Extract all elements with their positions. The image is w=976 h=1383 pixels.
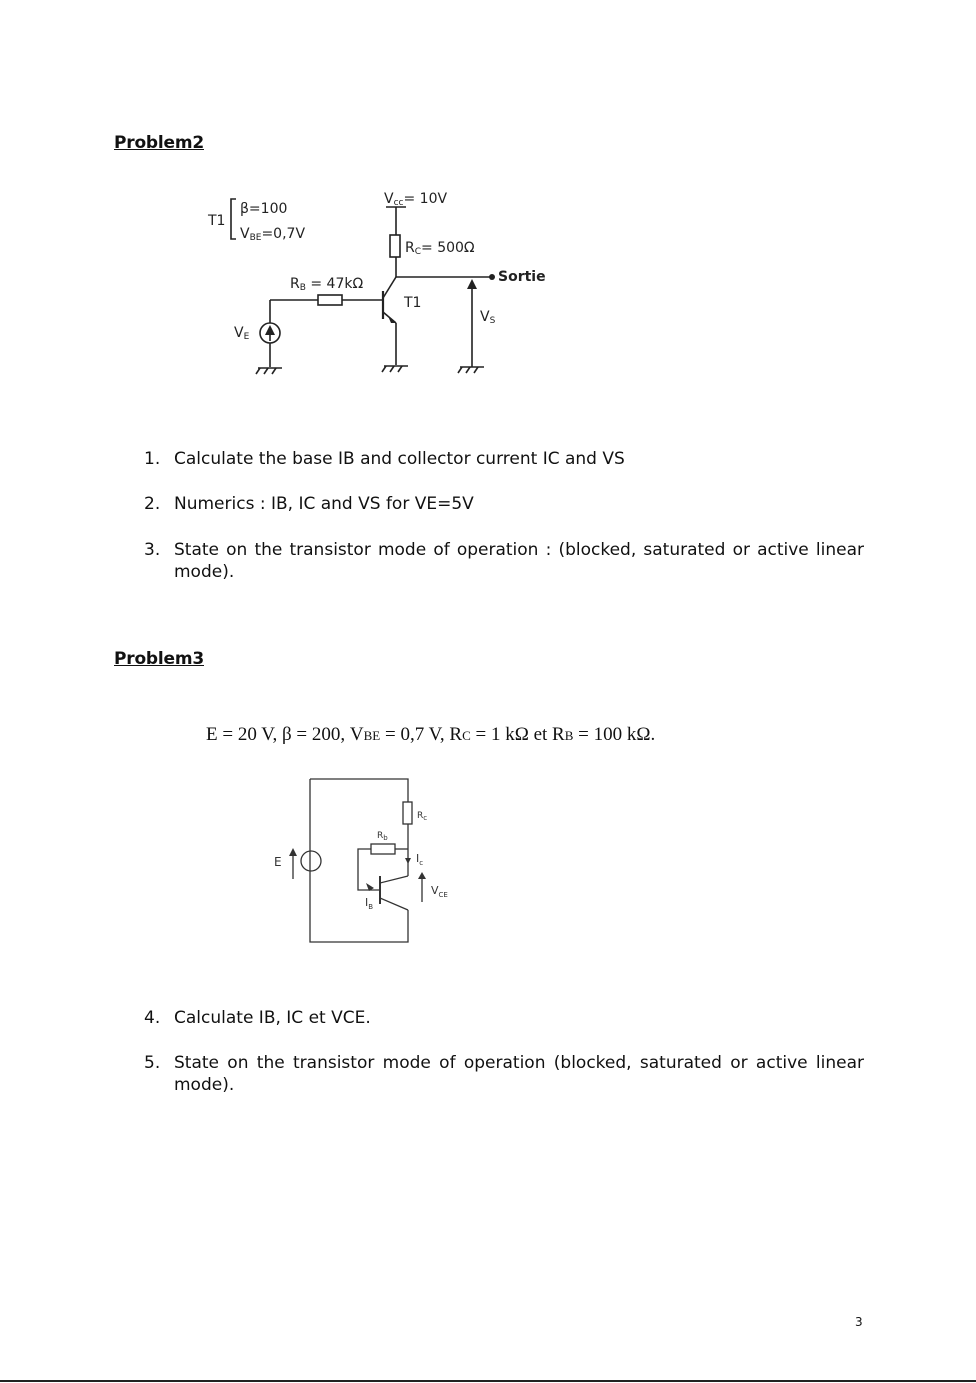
bottom-rule <box>0 1380 976 1382</box>
problem2-heading: Problem2 <box>114 133 204 153</box>
page-number: 3 <box>855 1315 863 1329</box>
t1-label: T1 <box>208 213 226 229</box>
rb-label-p3: $R_b$ <box>377 831 388 842</box>
vbe-label: VBE=0,7V <box>240 226 306 243</box>
vs-label: VS <box>480 309 496 326</box>
rc-label-p3: $R_c$ <box>417 811 428 822</box>
ic-label: $I_c$ <box>416 852 424 867</box>
vce-label: $V_{CE}$ <box>431 884 448 899</box>
question-5: 5. State on the transistor mode of operation (blocked, saturated or active linear mode). <box>144 1053 864 1095</box>
question-2: 2. Numerics : IB, IC and VS for VE=5V <box>144 494 474 514</box>
sortie-label: Sortie <box>498 269 546 285</box>
problem3-heading: Problem3 <box>114 649 204 669</box>
rc-label: RC= 500Ω <box>405 240 475 257</box>
e-label: E <box>274 855 282 869</box>
question-3: 3. State on the transistor mode of operation : (blocked, saturated or active linear mode). <box>144 540 864 582</box>
transistor-label: T1 <box>404 295 422 311</box>
problem3-givens: E = 20 V, β = 200, VBE = 0,7 V, RC = 1 kΩ et RB = 100 kΩ. <box>206 724 656 745</box>
problem2-circuit <box>200 185 560 400</box>
problem3-circuit <box>270 772 470 952</box>
ve-label: VE <box>234 325 250 342</box>
question-1: 1. Calculate the base IB and collector current IC and VS <box>144 449 625 469</box>
vcc-label: Vcc= 10V <box>384 191 448 208</box>
question-4: 4. Calculate IB, IC et VCE. <box>144 1008 371 1028</box>
rb-label: RB = 47kΩ <box>290 276 364 293</box>
beta-label: β=100 <box>240 201 288 217</box>
ib-label: $I_B$ <box>365 896 374 911</box>
